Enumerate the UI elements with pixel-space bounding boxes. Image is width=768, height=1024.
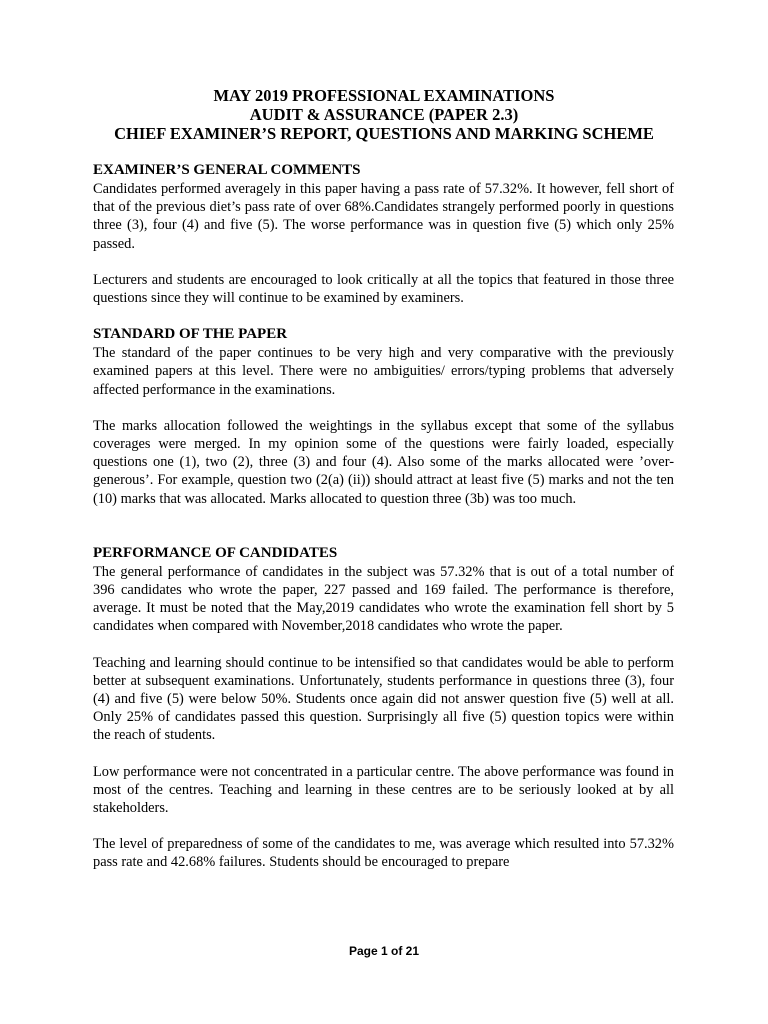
paragraph: The marks allocation followed the weightings in the syllabus except that some of the syllabus coverages were merged. In my opinion some of the questions were fairly loaded, especially questions one (1), two (2), three (3) and four (4). Also some of the marks allocated were ’over-generous’. For example, question two (2(a) (ii)) should attract at least five (5) marks and not the ten (10) marks that was allocated. Marks allocated to question three (3b) was too much. xyxy=(93,417,674,507)
paragraph: Low performance were not concentrated in a particular centre. The above performance was found in most of the centres. Teaching and learning in these centres are to be seriously looked at by all stakeholders. xyxy=(93,763,674,817)
paragraph: The standard of the paper continues to be very high and very comparative with the previously examined papers at this level. There were no ambiguities/ errors/typing problems that adversely affected performance in the examinations. xyxy=(93,345,674,398)
report-body xyxy=(93,161,674,872)
section-heading: PERFORMANCE OF CANDIDATES xyxy=(93,544,338,561)
paragraph: Candidates performed averagely in this paper having a pass rate of 57.32%. It however, fell short of that of the previous diet’s pass rate of over 68%.Candidates strangely performed poorly in questions three (3), four (4) and five (5). The worse performance was in question five (5) which only 25% passed. xyxy=(93,181,674,252)
section-heading: STANDARD OF THE PAPER xyxy=(93,326,288,343)
section-standard xyxy=(93,325,674,508)
title-line-2: AUDIT & ASSURANCE (PAPER 2.3) xyxy=(249,105,519,124)
section-general-comments xyxy=(93,161,674,307)
page-number: Page 1 of 21 xyxy=(348,944,420,958)
section-performance xyxy=(93,544,674,872)
paragraph: The level of preparedness of some of the candidates to me, was average which resulted into 57.32% pass rate and 42.68% failures. Students should be encouraged to prepare xyxy=(93,836,674,871)
report-title xyxy=(60,86,708,143)
paragraph: The general performance of candidates in the subject was 57.32% that is out of a total number of 396 candidates who wrote the paper, 227 passed and 169 failed. The performance is therefore, average. It must be noted that the May,2019 candidates who wrote the examination fell short by 5 candidates when compared with November,2018 candidates who wrote the paper. xyxy=(93,563,674,635)
title-line-1: MAY 2019 PROFESSIONAL EXAMINATIONS xyxy=(213,86,555,105)
title-line-3: CHIEF EXAMINER’S REPORT, QUESTIONS AND MARKING SCHEME xyxy=(114,124,654,143)
paragraph: Lecturers and students are encouraged to look critically at all the topics that featured in those three questions since they will continue to be examined by examiners. xyxy=(93,271,674,307)
paragraph: Teaching and learning should continue to be intensified so that candidates would be able to perform better at subsequent examinations. Unfortunately, students performance in questions three (3), four (4) and five (5) were below 50%. Students once again did not answer question five (5) well at all. Only 25% of candidates passed this question. Surprisingly all five (5) question topics were within the reach of students. xyxy=(93,654,674,744)
section-heading: EXAMINER’S GENERAL COMMENTS xyxy=(93,162,361,178)
